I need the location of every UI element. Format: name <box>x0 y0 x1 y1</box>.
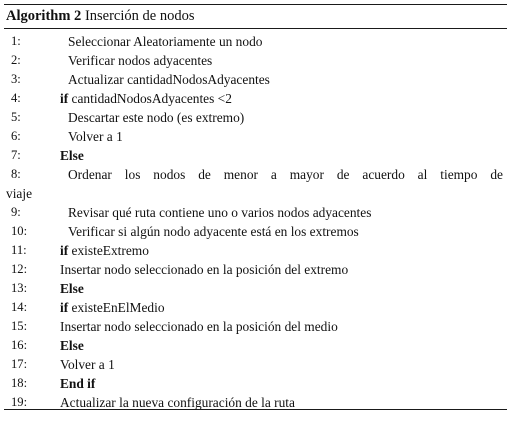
keyword-else: Else <box>60 281 84 296</box>
algorithm-line <box>4 374 507 393</box>
line-text: Revisar qué ruta contiene uno o varios nodos adyacentes <box>68 205 372 220</box>
line-number: 10: <box>11 224 28 238</box>
line-number: 11: <box>11 243 27 257</box>
algorithm-line <box>4 222 507 241</box>
line-number: 19: <box>11 395 28 409</box>
algorithm-line <box>4 51 507 70</box>
line-number: 6: <box>11 129 21 143</box>
keyword-end-if: End if <box>60 376 96 391</box>
line-text: Descartar este nodo (es extremo) <box>68 110 245 125</box>
algorithm-label: Algorithm 2 <box>6 8 82 24</box>
line-number: 17: <box>11 357 28 371</box>
algorithm-lines <box>4 29 507 412</box>
algorithm-line <box>4 70 507 89</box>
algorithm-block <box>4 4 507 412</box>
algorithm-line <box>4 279 507 298</box>
line-text: Insertar nodo seleccionado en la posición del medio <box>60 319 338 334</box>
algorithm-line <box>4 32 507 51</box>
line-number: 16: <box>11 338 28 352</box>
algorithm-line <box>4 317 507 336</box>
line-text: Ordenar los nodos de menor a mayor de acuerdo al tiempo de <box>68 167 503 182</box>
bottom-rule <box>4 409 507 410</box>
line-number: 13: <box>11 281 28 295</box>
algorithm-line <box>4 127 507 146</box>
line-number: 9: <box>11 205 21 219</box>
line-text: Actualizar cantidadNodosAdyacentes <box>68 72 270 87</box>
keyword-else: Else <box>60 148 84 163</box>
line-text: Volver a 1 <box>60 357 115 372</box>
line-text: existeExtremo <box>71 243 149 258</box>
line-text: Actualizar la nueva configuración de la ruta <box>60 395 295 410</box>
algorithm-title: Inserción de nodos <box>84 8 195 24</box>
algorithm-line <box>4 108 507 127</box>
line-number: 1: <box>11 34 21 48</box>
keyword-else: Else <box>60 338 84 353</box>
line-number: 14: <box>11 300 28 314</box>
algorithm-line <box>4 355 507 374</box>
line-number: 2: <box>11 53 21 67</box>
line-text: Insertar nodo seleccionado en la posición del extremo <box>60 262 349 277</box>
line-number: 18: <box>11 376 28 390</box>
algorithm-line <box>4 260 507 279</box>
line-text: Volver a 1 <box>68 129 123 144</box>
keyword-if: if <box>60 243 69 258</box>
algorithm-line <box>4 241 507 260</box>
line-text: Seleccionar Aleatoriamente un nodo <box>68 34 263 49</box>
algorithm-line <box>4 165 507 203</box>
line-number: 15: <box>11 319 28 333</box>
algorithm-line <box>4 203 507 222</box>
line-number: 3: <box>11 72 21 86</box>
algorithm-line <box>4 89 507 108</box>
line-number: 12: <box>11 262 28 276</box>
line-continuation: viaje <box>6 186 33 201</box>
line-number: 4: <box>11 91 21 105</box>
keyword-if: if <box>60 91 69 106</box>
algorithm-line <box>4 298 507 317</box>
line-text: cantidadNodosAdyacentes <2 <box>71 91 232 106</box>
algorithm-line <box>4 146 507 165</box>
line-text: Verificar si algún nodo adyacente está en los extremos <box>68 224 359 239</box>
line-text: existeEnElMedio <box>71 300 165 315</box>
line-number: 7: <box>11 148 21 162</box>
line-number: 5: <box>11 110 21 124</box>
line-number: 8: <box>11 167 21 181</box>
algorithm-line <box>4 336 507 355</box>
line-text: Verificar nodos adyacentes <box>68 53 213 68</box>
keyword-if: if <box>60 300 69 315</box>
algorithm-caption <box>4 5 507 28</box>
